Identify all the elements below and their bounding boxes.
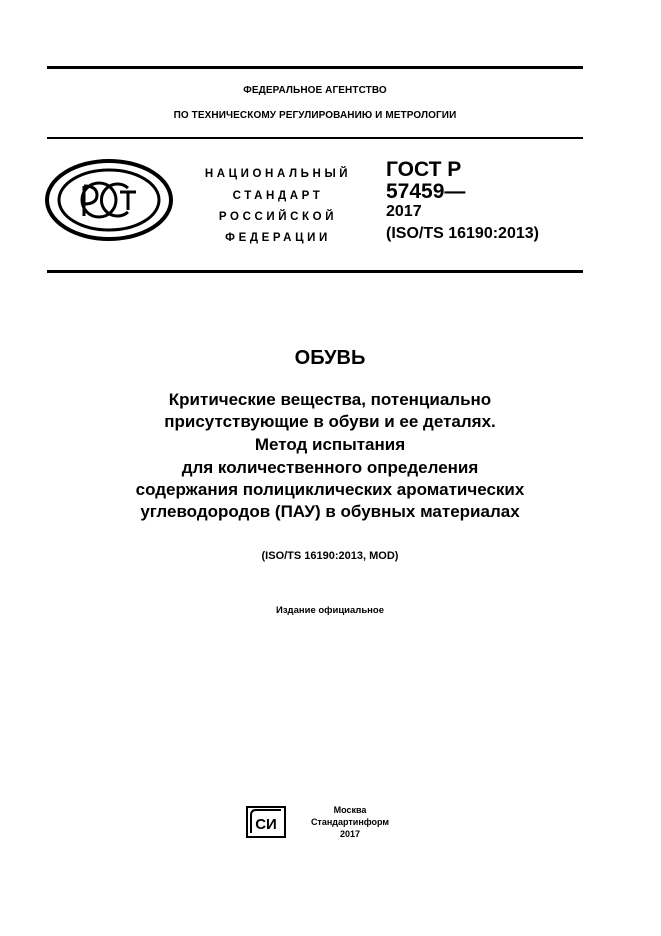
document-title: ОБУВЬ — [294, 347, 366, 369]
designation-divider-rule — [47, 270, 583, 273]
national-line-4: ФЕДЕРАЦИИ — [225, 232, 331, 244]
designation-line-3: 2017 — [386, 203, 422, 220]
subtitle-line-6: углеводородов (ПАУ) в обувных материалах — [140, 502, 520, 521]
header-divider-rule — [47, 137, 583, 139]
publisher-name: Стандартинформ — [310, 817, 390, 827]
agency-line-1: ФЕДЕРАЛЬНОЕ АГЕНТСТВО — [243, 85, 387, 96]
publisher-year: 2017 — [339, 829, 361, 839]
publisher-logo-text: СИ — [255, 816, 277, 833]
national-line-2: СТАНДАРТ — [232, 190, 324, 202]
designation-line-4: (ISO/TS 16190:2013) — [386, 225, 539, 242]
subtitle-line-1: Критические вещества, потенциально — [168, 390, 492, 409]
subtitle-line-5: содержания полициклических ароматических — [135, 480, 525, 499]
designation-line-2: 57459— — [386, 180, 466, 203]
subtitle-line-3: Метод испытания — [254, 435, 406, 454]
designation-line-1: ГОСТ Р — [386, 158, 462, 181]
publisher-city: Москва — [333, 805, 367, 815]
subtitle-line-2: присутствующие в обуви и ее деталях. — [164, 412, 496, 431]
equivalence-note: (ISO/TS 16190:2013, MOD) — [261, 550, 399, 562]
national-line-1: НАЦИОНАЛЬНЫЙ — [204, 168, 352, 180]
subtitle-line-4: для количественного определения — [181, 458, 479, 477]
edition-note: Издание официальное — [276, 605, 384, 616]
rst-logo-icon — [44, 158, 174, 242]
agency-line-2: ПО ТЕХНИЧЕСКОМУ РЕГУЛИРОВАНИЮ И МЕТРОЛОГИИ — [173, 110, 457, 121]
top-rule — [47, 66, 583, 69]
national-line-3: РОССИЙСКОЙ — [218, 211, 338, 223]
